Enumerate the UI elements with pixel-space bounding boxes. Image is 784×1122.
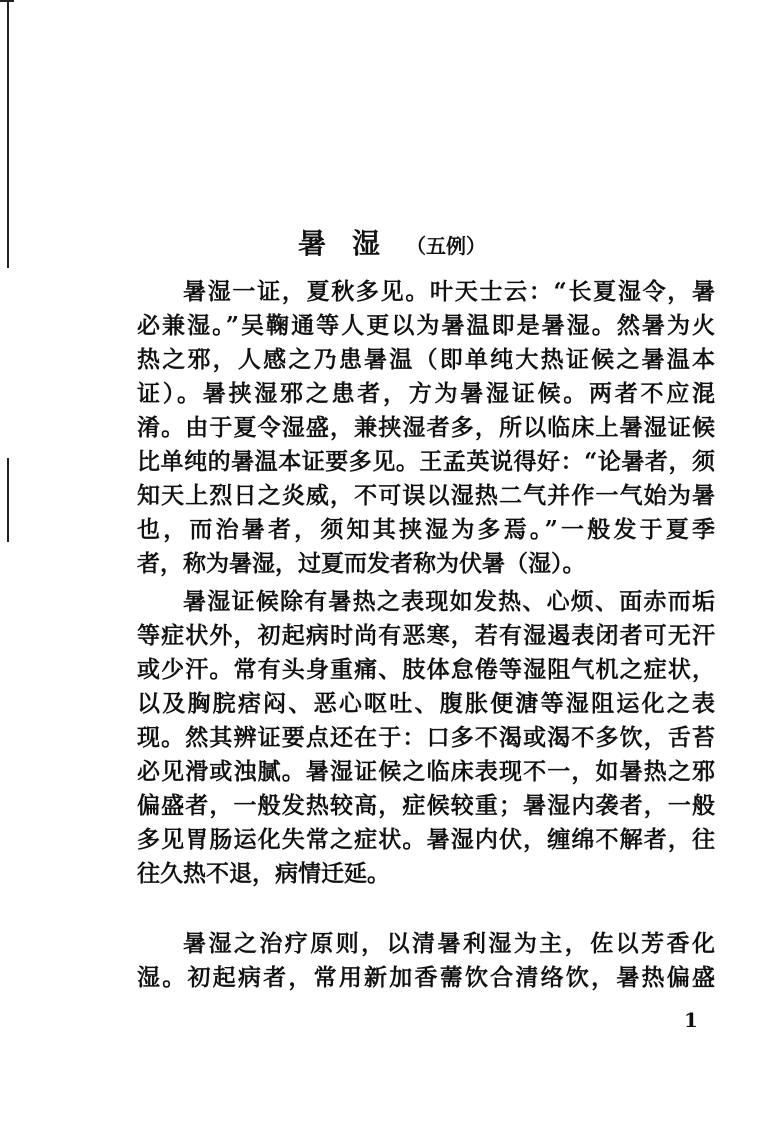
text-line: 多见胃肠运化失常之症状。暑湿内伏，缠绵不解者，往 — [137, 826, 715, 853]
text-line: 或少汗。常有头身重痛、肢体怠倦等湿阻气机之症状， — [137, 656, 715, 683]
title-main: 暑湿 — [297, 227, 406, 260]
text-line: 热之邪，人感之乃患暑温（即单纯大热证候之暑温本 — [137, 346, 715, 373]
text-line: 必兼湿。”吴鞠通等人更以为暑温即是暑湿。然暑为火 — [137, 312, 715, 339]
text-line: 往久热不退，病情迁延。 — [137, 860, 390, 887]
text-line: 淆。由于夏令湿盛，兼挟湿者多，所以临床上暑湿证候 — [137, 414, 715, 441]
text-line: 湿。初起病者，常用新加香薷饮合清络饮，暑热偏盛 — [137, 964, 715, 991]
text-line: 也，而治暑者，须知其挟湿为多焉。”一般发于夏季 — [137, 516, 715, 543]
paragraph-3 — [137, 927, 715, 995]
text-line: 暑湿一证，夏秋多见。叶天士云：“长夏湿令，暑 — [183, 278, 715, 305]
text-line: 等症状外，初起病时尚有恶寒，若有湿遏表闭者可无汗 — [137, 622, 715, 649]
page-number: 1 — [684, 1008, 698, 1032]
scan-edge-line — [7, 458, 9, 542]
text-line: 偏盛者，一般发热较高，症候较重；暑湿内袭者，一般 — [137, 792, 715, 819]
text-line: 必见滑或浊腻。暑湿证候之临床表现不一，如暑热之邪 — [137, 758, 715, 785]
paragraph-2 — [137, 585, 715, 891]
text-line: 暑湿之治疗原则，以清暑利湿为主，佐以芳香化 — [183, 930, 715, 957]
text-line: 证）。暑挟湿邪之患者，方为暑湿证候。两者不应混 — [137, 380, 715, 407]
text-line: 比单纯的暑温本证要多见。王孟英说得好：“论暑者，须 — [137, 448, 715, 475]
title-subtitle: （五例） — [406, 234, 486, 258]
text-line: 者，称为暑湿，过夏而发者称为伏暑（湿）。 — [137, 550, 586, 577]
text-line: 知天上烈日之炎威，不可误以湿热二气并作一气始为暑 — [137, 482, 715, 509]
paragraph-1 — [137, 275, 715, 581]
text-line: 以及胸脘痞闷、恶心呕吐、腹胀便溏等湿阻运化之表 — [137, 690, 715, 717]
text-line: 暑湿证候除有暑热之表现如发热、心烦、面赤而垢 — [183, 588, 715, 615]
section-title — [0, 222, 784, 262]
text-line: 现。然其辨证要点还在于：口多不渴或渴不多饮，舌苔 — [137, 724, 715, 751]
